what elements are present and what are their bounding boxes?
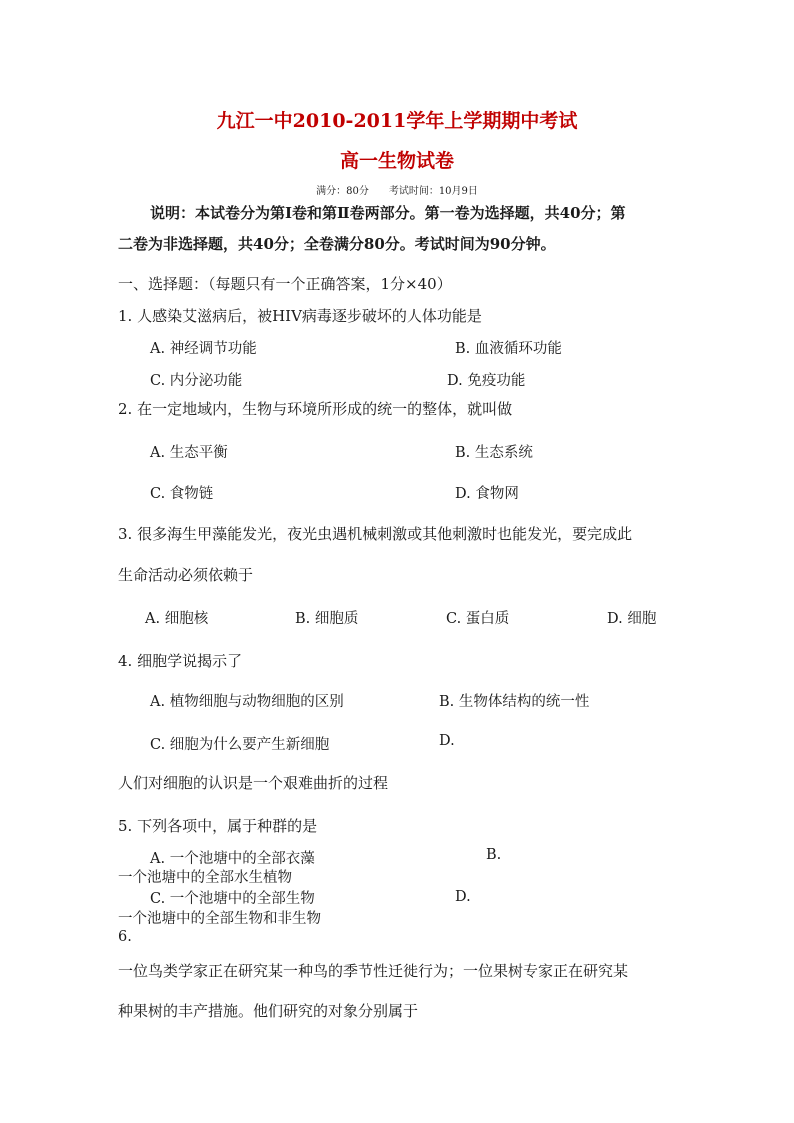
question-6-number: 6. bbox=[118, 929, 132, 945]
question-5-option-d: D. bbox=[455, 889, 471, 905]
question-4-option-c: C. 细胞为什么要产生新细胞 bbox=[150, 737, 330, 753]
question-1-stem: 1. 人感染艾滋病后，被HIV病毒逐步破坏的人体功能是 bbox=[118, 307, 482, 325]
exam-subtitle: 高一生物试卷 bbox=[339, 150, 454, 172]
question-1-option-c: C. 内分泌功能 bbox=[150, 373, 243, 389]
question-1-option-d: D. 免疫功能 bbox=[447, 373, 526, 389]
question-5-stem: 5. 下列各项中，属于种群的是 bbox=[118, 817, 318, 835]
instructions-line-2: 二卷为非选择题，共40分；全卷满分80分。考试时间为90分钟。 bbox=[118, 235, 556, 253]
question-5-option-a: A. 一个池塘中的全部衣藻 bbox=[150, 851, 315, 867]
question-3-option-b: B. 细胞质 bbox=[295, 611, 359, 627]
exam-meta: 满分：80分 考试时间：10月9日 bbox=[316, 186, 478, 197]
question-5-option-b: B. bbox=[486, 847, 502, 863]
section-heading: 一、选择题：（每题只有一个正确答案，1分×40） bbox=[118, 275, 452, 293]
question-4-option-b: B. 生物体结构的统一性 bbox=[439, 694, 590, 710]
question-3-stem-line-2: 生命活动必须依赖于 bbox=[118, 566, 254, 584]
question-5-option-d-text: 一个池塘中的全部生物和非生物 bbox=[118, 911, 321, 927]
question-4-stem: 4. 细胞学说揭示了 bbox=[118, 652, 243, 670]
question-5-option-b-text: 一个池塘中的全部水生植物 bbox=[118, 870, 292, 886]
question-3-option-d: D. 细胞 bbox=[607, 611, 657, 627]
question-5-option-c: C. 一个池塘中的全部生物 bbox=[150, 891, 315, 907]
exam-title: 九江一中2010-2011学年上学期期中考试 bbox=[216, 110, 578, 132]
question-2-option-a: A. 生态平衡 bbox=[150, 445, 228, 461]
question-4-option-a: A. 植物细胞与动物细胞的区别 bbox=[150, 694, 344, 710]
question-3-stem-line-1: 3. 很多海生甲藻能发光，夜光虫遇机械刺激或其他刺激时也能发光，要完成此 bbox=[118, 525, 633, 543]
question-3-option-a: A. 细胞核 bbox=[145, 611, 209, 627]
question-4-option-d: D. bbox=[439, 733, 455, 749]
question-6-stem-line-2: 种果树的丰产措施。他们研究的对象分别属于 bbox=[118, 1002, 419, 1020]
question-4-option-d-text: 人们对细胞的认识是一个艰难曲折的过程 bbox=[118, 774, 389, 792]
question-1-option-a: A. 神经调节功能 bbox=[150, 341, 257, 357]
question-2-option-d: D. 食物网 bbox=[455, 486, 519, 502]
instructions-line-1: 说明：本试卷分为第Ⅰ卷和第Ⅱ卷两部分。第一卷为选择题，共40分；第 bbox=[150, 204, 626, 222]
question-2-option-c: C. 食物链 bbox=[150, 486, 214, 502]
question-1-option-b: B. 血液循环功能 bbox=[455, 341, 562, 357]
question-3-option-c: C. 蛋白质 bbox=[446, 611, 510, 627]
question-2-stem: 2. 在一定地域内，生物与环境所形成的统一的整体，就叫做 bbox=[118, 400, 513, 418]
question-2-option-b: B. 生态系统 bbox=[455, 445, 533, 461]
question-6-stem-line-1: 一位鸟类学家正在研究某一种鸟的季节性迁徙行为；一位果树专家正在研究某 bbox=[118, 962, 629, 980]
